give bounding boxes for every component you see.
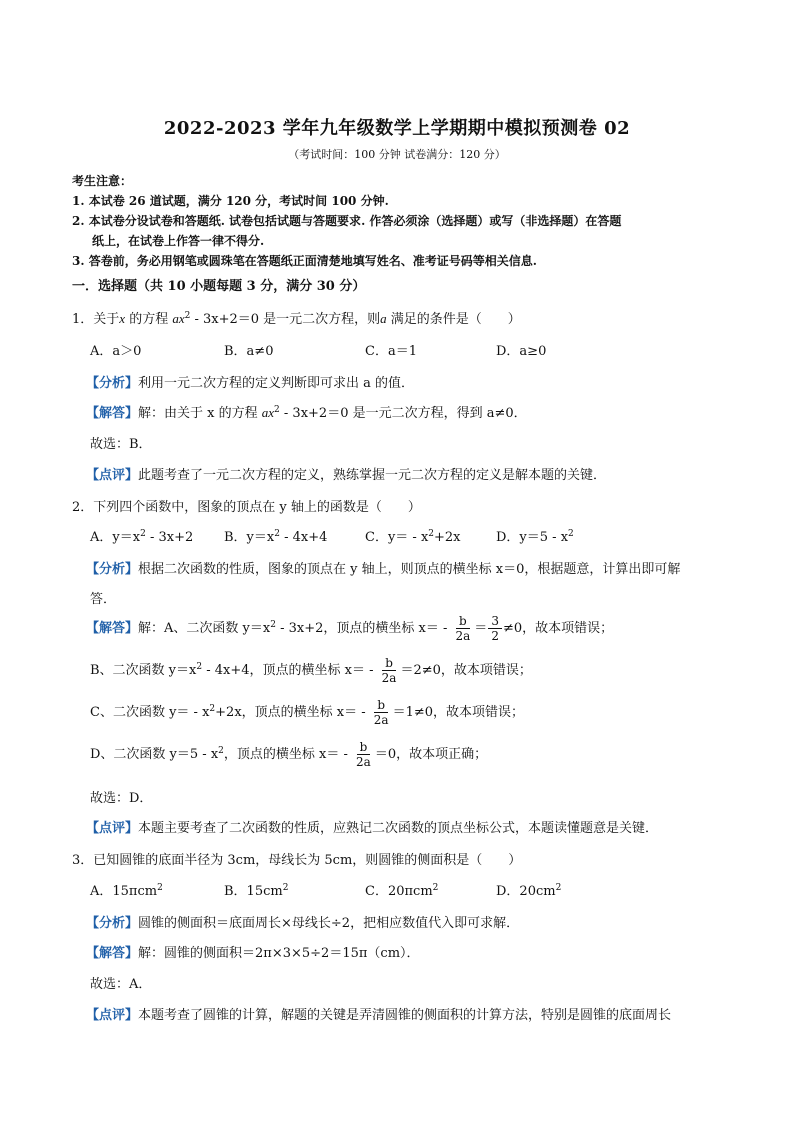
q2-option-b: B．$y=x^2 - 4x+4$ [224,529,328,545]
q2-option-c: C．$y= - x^2+2x$ [365,529,461,545]
q2-analysis-cont: 答． [90,592,117,607]
page-title: 2022-2023 学年九年级数学上学期期中模拟预测卷 02 [163,118,631,139]
q1-stem: 1．关于x 的方程 $ax^2 - 3x+2=0$ 是一元二次方程，则a 满足的条件是（ ） [72,311,521,327]
fraction: $\frac{b}{2a}$ [356,740,371,769]
q2-choice: 故选：D． [90,791,153,806]
notice-item-2-cont: 纸上，在试卷上作答一律不得分. [92,234,265,248]
notice-heading: 考生注意： [72,174,133,188]
q1-option-c: C．a＝1 [365,344,417,359]
q2-option-a: A．$y=x^2 - 3x+2$ [90,529,194,545]
q1-analysis: 【分析】利用一元二次方程的定义判断即可求出 a 的值． [86,376,415,391]
q2-analysis: 【分析】根据二次函数的性质，图象的顶点在 y 轴上，则顶点的横坐标 x＝0，根据题意，计算出即可解 [86,562,681,577]
q2-stem: 2．下列四个函数中，图象的顶点在 y 轴上的函数是（ ） [72,500,421,515]
fraction: $\frac{b}{2a}$ [373,698,389,727]
q1-answer: 【解答】解：由关于 x 的方程 $ax^2 - 3x+2=0$ 是一元二次方程，得到 a≠0． [86,405,527,421]
q1-comment: 【点评】此题考查了一元二次方程的定义，熟练掌握一元二次方程的定义是解本题的关键． [86,468,607,483]
q2-option-d: D．$y=5 - x^2$ [496,529,574,545]
fraction: $\frac{b}{2a}$ [381,656,397,685]
notice-item-1: 1. 本试卷 26 道试题，满分 120 分，考试时间 100 分钟. [72,194,389,208]
q3-stem: 3．已知圆锥的底面半径为 3cm，母线长为 5cm，则圆锥的侧面积是（ ） [72,853,522,868]
q3-option-d: D．$20cm^2$ [496,883,562,899]
q2-comment: 【点评】本题主要考查了二次函数的性质，应熟记二次函数的顶点坐标公式，本题读懂题意是关键． [86,821,659,836]
q2-solution-a: 【解答】解：A、二次函数 $y=x^2 - 3x+2$，顶点的横坐标 x＝ - $\frac{b}{2a}$ ＝ $\frac{3}{2}$ ≠0，故本项错误； [86,614,614,643]
q2-solution-d: D、二次函数 $y=5 - x^2$，顶点的横坐标 x＝ - $\frac{b}{2a}$ ＝0，故本项正确； [90,740,488,769]
q1-choice: 故选：B． [90,437,152,452]
notice-item-3: 3. 答卷前，务必用钢笔或圆珠笔在答题纸正面清楚地填写姓名、准考证号码等相关信息. [72,254,537,268]
fraction: $\frac{b}{2a}$ [455,614,471,643]
notice-item-2: 2. 本试卷分设试卷和答题纸. 试卷包括试题与答题要求. 作答必须涂（选择题）或写（非选择题）在答题 [72,214,622,228]
q3-analysis: 【分析】圆锥的侧面积＝底面周长×母线长÷2，把相应数值代入即可求解． [86,916,520,931]
q1-option-d: D．a≥0 [496,344,547,359]
q3-comment: 【点评】本题考查了圆锥的计算，解题的关键是弄清圆锥的侧面积的计算方法，特别是圆锥的底面周长 [86,1008,672,1023]
q1-option-b: B．a≠0 [224,344,274,359]
q1-option-a: A．a＞0 [90,344,142,359]
section-heading: 一．选择题（共 10 小题每题 3 分，满分 30 分） [72,279,366,294]
q2-solution-b: B、二次函数 $y=x^2 - 4x+4$，顶点的横坐标 x＝ - $\frac{b}{2a}$ ＝2≠0，故本项错误； [90,656,532,685]
q2-solution-c: C、二次函数 $y= - x^2+2x$，顶点的横坐标 x＝ - $\frac{b}{2a}$ ＝1≠0，故本项错误； [90,698,525,727]
q3-answer: 【解答】解：圆锥的侧面积＝2π×3×5÷2＝15π（cm）． [86,946,420,961]
fraction: $\frac{3}{2}$ [488,614,502,643]
q3-option-a: A．15πcm$^2$ [90,883,163,899]
page-subtitle: （考试时间：100 分钟 试卷满分：120 分） [288,148,506,161]
q3-option-c: C．20πcm$^2$ [365,883,439,899]
q3-choice: 故选：A． [90,977,152,992]
q3-option-b: B．$15cm^2$ [224,883,289,899]
